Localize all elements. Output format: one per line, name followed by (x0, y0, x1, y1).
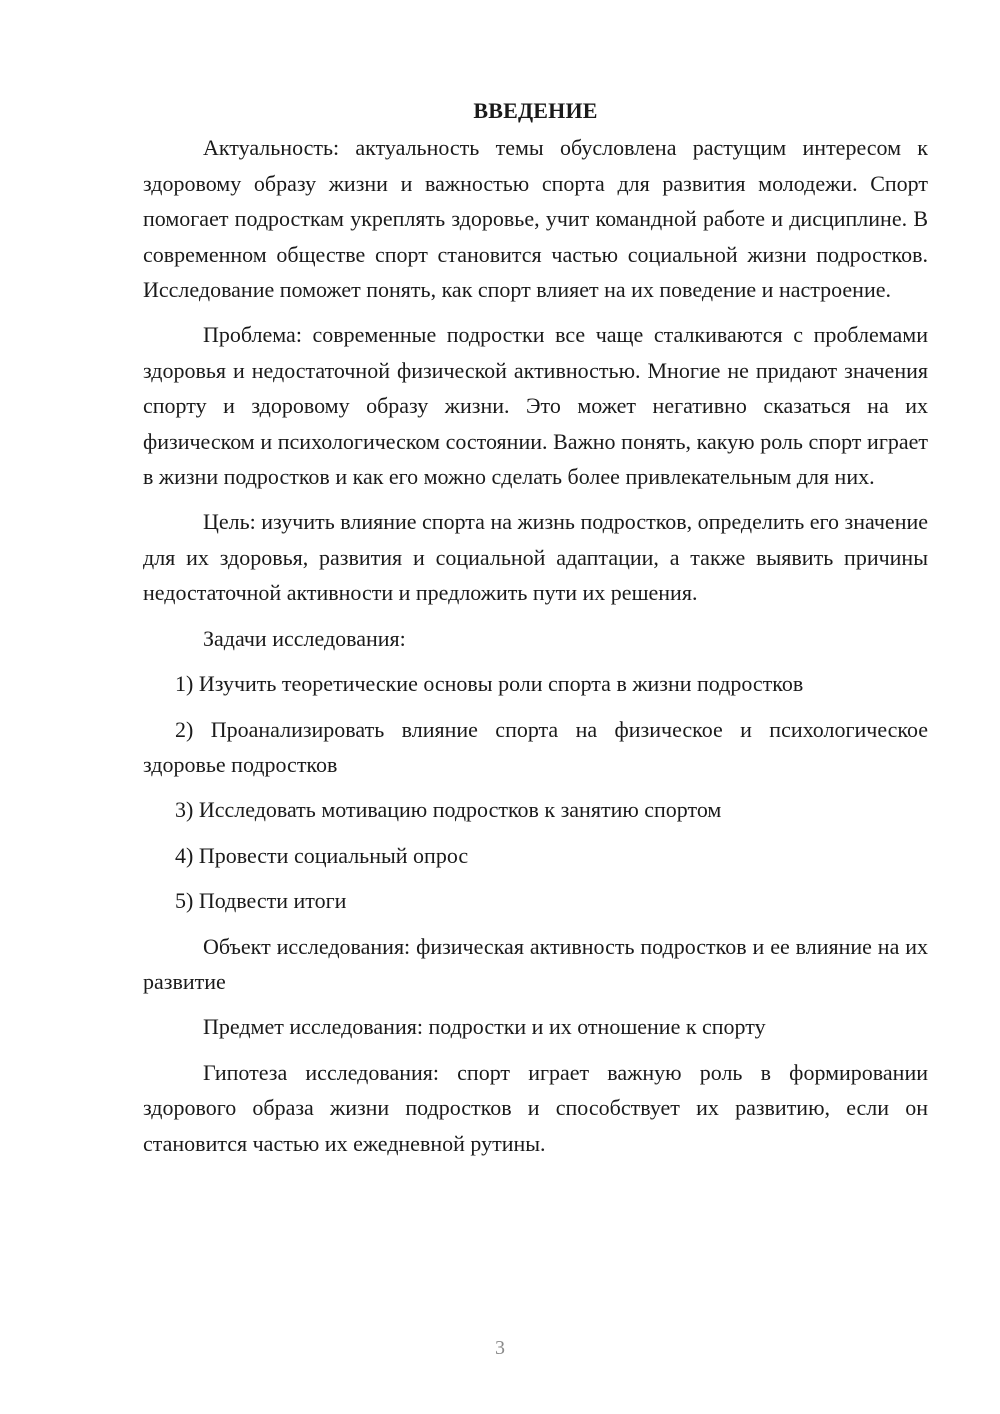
task-item-3: 3) Исследовать мотивацию подростков к занятию спортом (175, 797, 722, 823)
task-item-1: 1) Изучить теоретические основы роли спорта в жизни подростков (175, 671, 804, 697)
task-item-2: 2) Проанализировать влияние спорта на физическое и психологическое здоровье подростков (143, 716, 928, 777)
page-body (143, 93, 928, 1171)
paragraph-problem: Проблема: современные подростки все чаще сталкиваются с проблемами здоровья и недостаточной физической активностью. Многие не придают значения спорту и здоровому образу жизни. Это может негативно сказаться на их физическом и психологическом состоянии. Важно понять, какую роль спорт играет в жизни подростков и как его можно сделать более привлекательным для них. (143, 322, 928, 490)
paragraph-goal: Цель: изучить влияние спорта на жизнь подростков, определить его значение для их здоровья, развития и социальной адаптации, а также выявить причины недостаточной активности и предложить пути их решения. (143, 509, 929, 606)
page-number: 3 (495, 1337, 505, 1359)
task-item-5: 5) Подвести итоги (175, 888, 347, 914)
paragraph-relevance: Актуальность: актуальность темы обусловлена растущим интересом к здоровому образу жизни и важностью спорта для развития молодежи. Спорт помогает подросткам укреплять здоровье, учит командной работе и дисциплине. В современном обществе спорт становится частью социальной жизни подростков. Исследование поможет понять, как спорт влияет на их поведение и настроение. (143, 135, 928, 303)
task-item-4: 4) Провести социальный опрос (175, 842, 469, 868)
tasks-heading: Задачи исследования: (203, 625, 406, 651)
paragraph-object: Объект исследования: физическая активность подростков и ее влияние на их развитие (143, 933, 928, 994)
paragraph-hypothesis: Гипотеза исследования: спорт играет важную роль в формировании здорового образа жизни подростков и способствует их развитию, если он становится частью их ежедневной рутины. (143, 1059, 928, 1156)
paragraph-subject: Предмет исследования: подростки и их отношение к спорту (203, 1014, 766, 1040)
page-title: ВВЕДЕНИЕ (473, 98, 598, 123)
